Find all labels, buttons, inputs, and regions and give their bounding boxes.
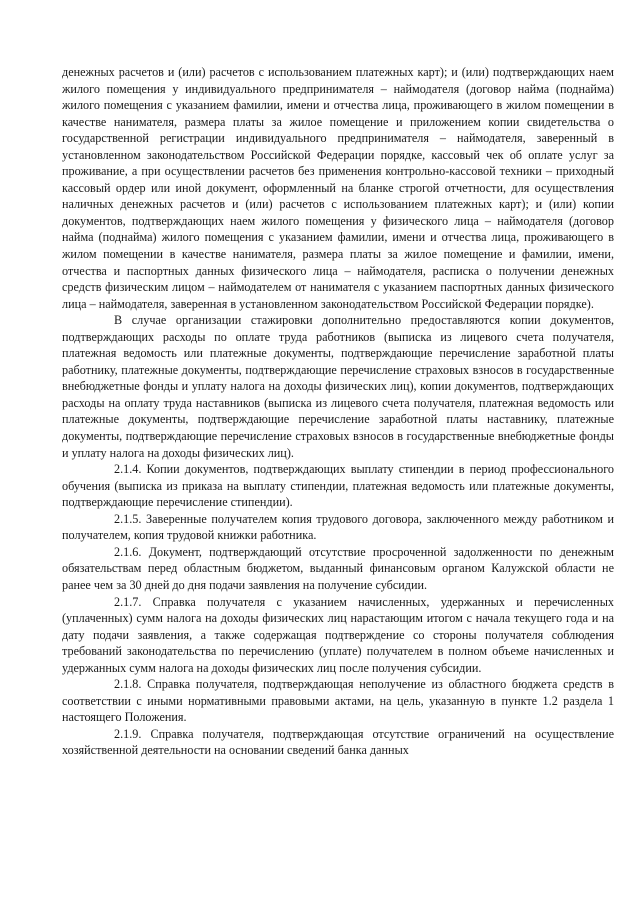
- document-page: [62, 64, 614, 759]
- paragraph-continuation: денежных расчетов и (или) расчетов с использованием платежных карт); и (или) подтверждающих наем жилого помещения у индивидуального предпринимателя – наймодателя (договор найма (поднайма) жилого помещения с указанием фамилии, имени и отчества лица, проживающего в жилом помещении в качестве нанимателя, размера платы за жилое помещение и приложением копии свидетельства о государственной регистрации индивидуального предпринимателя – наймодателя, заверенный в установленном законодательством Российской Федерации порядке, кассовый чек об оплате услуг за проживание, а при осуществлении расчетов без применения контрольно-кассовой техники – приходный кассовый ордер или иной документ, оформленный на бланке строгой отчетности, для осуществления наличных денежных расчетов и (или) расчетов с использованием платежных карт); и (или) копии документов, подтверждающих наем жилого помещения у физического лица – наймодателя (договор найма (поднайма) жилого помещения с указанием фамилии, имени и отчества лица, проживающего в жилом помещении в качестве нанимателя, размера платы за жилое помещение и фамилии, имени, отчества и паспортных данных физического лица – наймодателя, расписка о получении денежных средств физическим лицом – наймодателем от нанимателя с указанием паспортных данных физического лица – наймодателя, заверенная в установленном законодательством Российской Федерации порядке).: [62, 65, 614, 311]
- paragraph-2-1-5: 2.1.5. Заверенные получателем копия трудового договора, заключенного между работником и получателем, копия трудовой книжки работника.: [62, 511, 614, 543]
- paragraph-2-1-9: 2.1.9. Справка получателя, подтверждающая отсутствие ограничений на осуществление хозяйственной деятельности на основании сведений банка данных: [62, 726, 614, 758]
- paragraph-2-1-7: 2.1.7. Справка получателя с указанием начисленных, удержанных и перечисленных (уплаченных) сумм налога на доходы физических лиц нарастающим итогом с начала текущего года и на дату подачи заявления, а также содержащая подтверждение со стороны получателя соблюдения требований законодательства по перечислению (уплате) получателем в полном объеме начисленных и удержанных сумм налога на доходы физических лиц после получения субсидии.: [62, 594, 614, 675]
- paragraph-2-1-6: 2.1.6. Документ, подтверждающий отсутствие просроченной задолженности по денежным обязательствам перед областным бюджетом, выданный финансовым органом Калужской области не ранее чем за 30 дней до дня подачи заявления на получение субсидии.: [62, 544, 614, 592]
- paragraph-2-1-8: 2.1.8. Справка получателя, подтверждающая неполучение из областного бюджета средств в соответствии с иными нормативными правовыми актами, на цель, указанную в пункте 1.2 раздела 1 настоящего Положения.: [62, 677, 614, 725]
- paragraph-2-1-4: 2.1.4. Копии документов, подтверждающих выплату стипендии в период профессионального обучения (выписка из приказа на выплату стипендии, платежная ведомость или платежные документы, подтверждающие перечисление стипендии).: [62, 462, 614, 510]
- paragraph-stazhirovka: В случае организации стажировки дополнительно предоставляются копии документов, подтверждающих расходы по оплате труда работников (выписка из лицевого счета получателя, платежная ведомость или платежные документы, подтверждающие перечисление заработной платы работнику, платежные документы, подтверждающие перечисление страховых взносов в государственные внебюджетные фонды и уплату налога на доходы физических лиц), копии документов, подтверждающих расходы на оплату труда наставников (выписка из лицевого счета получателя, платежная ведомость или платежные документы, подтверждающие перечисление заработной платы наставнику, платежные документы, подтверждающие перечисление страховых взносов в государственные внебюджетные фонды и уплату налога на доходы физических лиц).: [62, 313, 614, 460]
